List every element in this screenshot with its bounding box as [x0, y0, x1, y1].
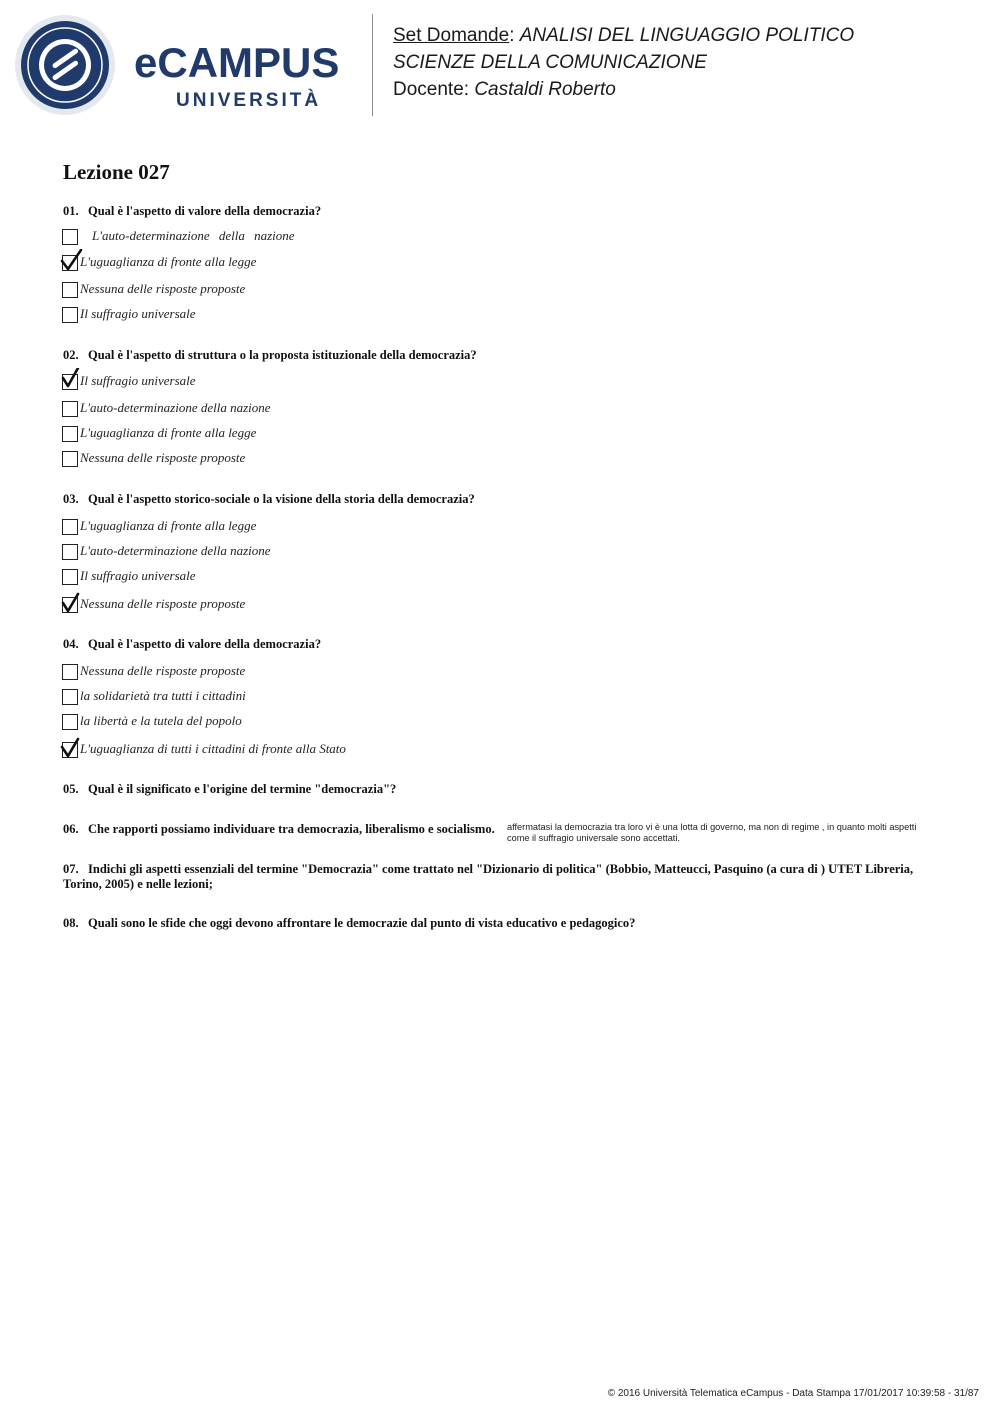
lesson-title: Lezione 027 — [63, 160, 170, 184]
question-number: 06. — [63, 822, 79, 836]
logo-sub-text: UNIVERSITÀ — [176, 90, 322, 111]
checkbox[interactable] — [62, 519, 78, 535]
checkbox[interactable] — [62, 689, 78, 705]
question-text: Indichi gli aspetti essenziali del termine "Democrazia" come trattato nel "Dizionario di politica" (Bobbio, Matteucci, Pasquino (a cura di ) UTET Libreria, Torino, 2005) e nelle lezioni; — [63, 862, 914, 891]
question-06 — [63, 822, 503, 837]
checkbox[interactable] — [62, 401, 78, 417]
header-divider — [372, 14, 373, 116]
question-number: 07. — [63, 862, 79, 876]
option-label: la solidarietà tra tutti i cittadini — [80, 688, 246, 703]
question-number: 01. — [63, 204, 79, 218]
question-02 — [63, 348, 943, 363]
set-label: Set Domande — [393, 25, 510, 46]
header-info — [393, 22, 854, 103]
option-label: la libertà e la tutela del popolo — [80, 713, 242, 728]
question-number: 05. — [63, 782, 79, 796]
question-text: Qual è l'aspetto di valore della democrazia? — [88, 637, 322, 651]
set-separator: : — [509, 25, 520, 46]
question-number: 03. — [63, 492, 79, 506]
set-line — [393, 22, 854, 49]
question-text: Quali sono le sfide che oggi devono affrontare le democrazie dal punto di vista educativo e pedagogico? — [88, 916, 636, 930]
option-label: Il suffragio universale — [80, 568, 196, 583]
checkbox[interactable] — [62, 282, 78, 298]
docente-label: Docente: — [393, 79, 475, 100]
question-text: Qual è l'aspetto di struttura o la proposta istituzionale della democrazia? — [88, 348, 477, 362]
ecampus-logo — [14, 14, 374, 118]
option-label: Il suffragio universale — [80, 306, 196, 321]
option-label: L'uguaglianza di fronte alla legge — [80, 425, 257, 440]
question-number: 08. — [63, 916, 79, 930]
docente-name: Castaldi Roberto — [474, 79, 616, 100]
question-number: 04. — [63, 637, 79, 651]
set-title: ANALISI DEL LINGUAGGIO POLITICO — [519, 25, 855, 46]
option-label: Nessuna delle risposte proposte — [80, 596, 246, 611]
option-label: L'auto-determinazione della nazione — [92, 228, 295, 243]
checkbox[interactable] — [62, 664, 78, 680]
question-08 — [63, 916, 943, 931]
option-label: Il suffragio universale — [80, 373, 196, 388]
option-label: L'uguaglianza di fronte alla legge — [80, 518, 257, 533]
option-label: Nessuna delle risposte proposte — [80, 281, 246, 296]
question-07 — [63, 862, 933, 892]
question-03 — [63, 492, 943, 507]
question-text: Qual è l'aspetto storico-sociale o la visione della storia della democrazia? — [88, 492, 475, 506]
answer-text: affermatasi la democrazia tra loro vi è una lotta di governo, ma non di regime , in quanto molti aspetti come il suffragio universale sono accettati. — [507, 822, 917, 843]
logo-main-text: eCAMPUS — [134, 39, 340, 86]
page-header — [0, 0, 1000, 130]
option-label: L'uguaglianza di tutti i cittadini di fronte alla Stato — [80, 741, 346, 756]
option-label: L'uguaglianza di fronte alla legge — [80, 254, 257, 269]
docente-line — [393, 76, 854, 103]
checkbox[interactable] — [62, 426, 78, 442]
checkbox[interactable] — [62, 714, 78, 730]
checkbox[interactable] — [62, 451, 78, 467]
option-label: L'auto-determinazione della nazione — [80, 543, 271, 558]
question-05 — [63, 782, 943, 797]
option-label: Nessuna delle risposte proposte — [80, 663, 246, 678]
question-text: Qual è l'aspetto di valore della democrazia? — [88, 204, 322, 218]
course-name: SCIENZE DELLA COMUNICAZIONE — [393, 52, 707, 73]
checkbox[interactable] — [62, 569, 78, 585]
question-04 — [63, 637, 943, 652]
checkbox[interactable] — [62, 544, 78, 560]
question-number: 02. — [63, 348, 79, 362]
option-label: L'auto-determinazione della nazione — [80, 400, 271, 415]
question-text: Qual è il significato e l'origine del termine "democrazia"? — [88, 782, 397, 796]
page-footer: © 2016 Università Telematica eCampus - Data Stampa 17/01/2017 10:39:58 - 31/87 — [607, 1388, 979, 1399]
option-label: Nessuna delle risposte proposte — [80, 450, 246, 465]
question-01 — [63, 204, 943, 219]
checkbox[interactable] — [62, 307, 78, 323]
question-text: Che rapporti possiamo individuare tra democrazia, liberalismo e socialismo. — [88, 822, 495, 836]
checkbox[interactable] — [62, 229, 78, 245]
